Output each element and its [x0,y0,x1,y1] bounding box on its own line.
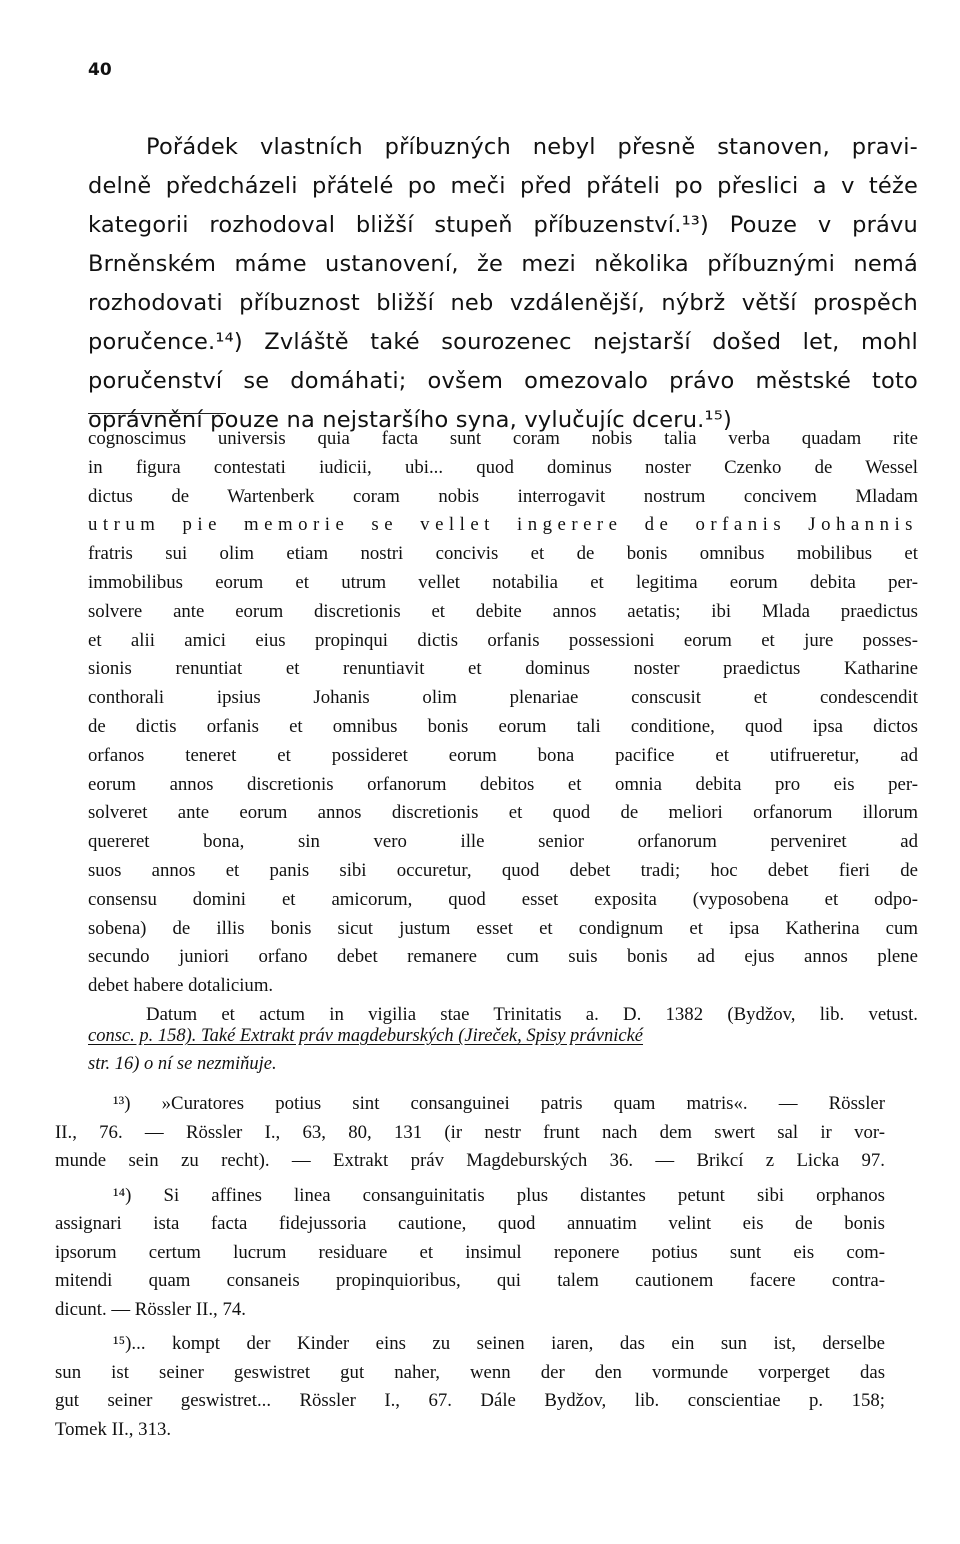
footnote-13: ¹³) »Curatores potius sint consanguinei patris quam matris«. — Rössler [113,1093,885,1114]
quote-line: immobilibus eorum et utrum vellet notabilia et legitima eorum debita per- [88,571,918,593]
footnote-line: munde sein zu recht). — Extrakt práv Magdeburských 36. — Brikcí z Licka 97. [55,1150,885,1171]
quote-line: et alii amici eius propinqui dictis orfanis possessioni eorum et jure posses- [88,629,918,651]
footnote-14: ¹⁴) Si affines linea consanguinitatis plus distantes petunt sibi orphanos [113,1184,885,1206]
quote-line: conthorali ipsius Johanis olim plenariae conscusit et condescendit [88,687,918,709]
footnotes [55,1090,885,1444]
footnote-line: mitendi quam consaneis propinquioribus, qui talem cautionem facere contra- [55,1270,885,1291]
quote-line: solveret ante eorum annos discretionis et quod de meliori orfanorum illorum [88,802,918,824]
quote-line: orfanos teneret et possideret eorum bona pacifice et utifrueretur, ad [88,744,918,766]
latin-quotation [88,425,918,1030]
quote-line: debet habere dotalicium. [88,975,274,997]
quote-line: fratris sui olim etiam nostri concivis et de bonis omnibus mobilibus et [88,543,918,565]
text-line: oprávnění pouze na nejstaršího syna, vylučujíc dceru.¹⁵) [88,407,732,433]
main-paragraph [88,128,918,440]
annotation-line: str. 16) o ní se nezmiňuje. [88,1054,277,1074]
footnote-15: ¹⁵)... kompt der Kinder eins zu seinen iaren, das ein sun ist, derselbe [113,1333,885,1354]
text-line: poručenství se domáhati; ovšem omezovalo právo městské toto [88,368,918,394]
footnote-line: gut seiner geswistret... Rössler I., 67. Dále Bydžov, lib. conscientiae p. 158; [55,1390,885,1411]
quote-line: consensu domini et amicorum, quod esset exposita (vyposobena et odpo- [88,888,918,910]
quote-line: de dictis orfanis et omnibus bonis eorum tali conditione, quod ipsa dictos [88,715,918,737]
quote-line: solvere ante eorum discretionis et debite annos aetatis; ibi Mlada praedictus [88,600,918,622]
text-line: rozhodovati příbuznost bližší neb vzdálenější, nýbrž větší prospěch [88,290,918,316]
text-line: kategorii rozhodoval bližší stupeň příbuzenství.¹³) Pouze v právu [88,212,918,238]
quote-line: cognoscimus universis quia facta sunt coram nobis talia verba quadam rite [88,428,918,449]
footnote-line: Tomek II., 313. [55,1418,172,1440]
quote-line: in figura contestati iudicii, ubi... quod dominus noster Czenko de Wessel [88,456,918,478]
quote-line: suos annos et panis sibi occuretur, quod debet tradi; hoc debet fieri de [88,859,918,881]
quote-line: secundo juniori orfano debet remanere cum suis bonis ad ejus annos plene [88,946,918,968]
handwritten-annotation [88,1022,918,1078]
quote-line: dictus de Wartenberk coram nobis interrogavit nostrum concivem Mladam [88,485,918,507]
footnote-line: sun ist seiner geswistret gut naher, wenn der den vormunde vorperget das [55,1361,885,1383]
page-number: 40 [88,60,112,80]
footnote-line: II., 76. — Rössler I., 63, 80, 131 (ir nestr frunt nach dem swert sal ir vor- [55,1121,885,1143]
quote-line: eorum annos discretionis orfanorum debitos et omnia debita pro eis per- [88,773,918,795]
quote-line: utrum pie memorie se vellet ingerere de orfanis Johannis [88,514,918,536]
footnote-line: dicunt. — Rössler II., 74. [55,1298,246,1320]
quote-line: sionis renuntiat et renuntiavit et dominus noster praedictus Katharine [88,658,918,680]
annotation-line: consc. p. 158). Také Extrakt práv magdeburských (Jireček, Spisy právnické [88,1026,643,1046]
quote-line: sobena) de illis bonis sicut justum esset et condignum et ipsa Katherina cum [88,917,918,939]
text-line: Brněnském máme ustanovení, že mezi několika příbuznými nemá [88,251,918,277]
footnote-line: assignari ista facta fidejussoria cautione, quod annuatim velint eis de bonis [55,1213,885,1234]
footnote-divider [88,413,226,414]
footnote-line: ipsorum certum lucrum residuare et insimul reponere potius sunt eis com- [55,1241,885,1263]
quote-line: quereret bona, sin vero ille senior orfanorum perveniret ad [88,831,918,853]
text-line: poručence.¹⁴) Zvláště také sourozenec nejstarší došed let, mohl [88,329,918,355]
text-line: Pořádek vlastních příbuzných nebyl přesně stanoven, pravi- [146,134,918,160]
quote-line: Datum et actum in vigilia stae Trinitatis a. D. 1382 (Bydžov, lib. vetust. [146,1003,918,1025]
text-line: delně předcházeli přátelé po meči před přáteli po přeslici a v téže [88,173,918,199]
